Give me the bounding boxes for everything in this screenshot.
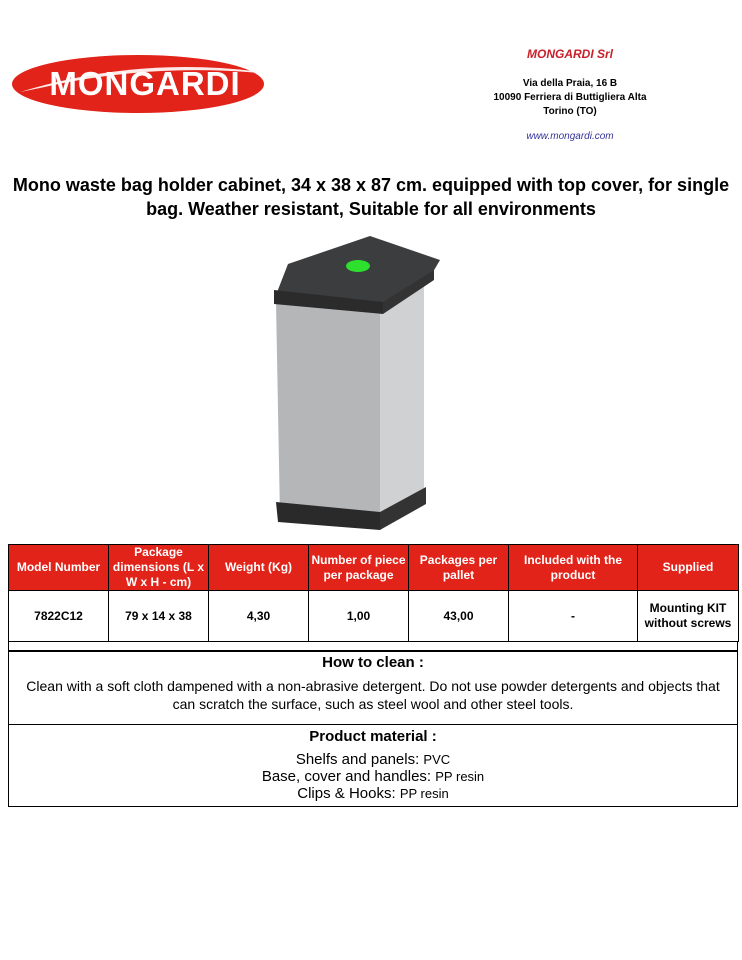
material-label: Base, cover and handles: (261, 768, 432, 785)
cleaning-heading: How to clean : (322, 654, 424, 671)
product-title: Mono waste bag holder cabinet, 34 x 38 x 87 cm. equipped with top cover, for single bag. Weather resistant, Suitable for all environments (12, 175, 730, 219)
header-package-dimensions: Package dimensions (L x W x H - cm) (109, 545, 209, 591)
header-weight: Weight (Kg) (209, 545, 309, 591)
material-item (9, 785, 737, 802)
address-line: 10090 Ferriera di Buttigliera Alta (493, 92, 647, 103)
header-model-number: Model Number (9, 545, 109, 591)
cell-package-dimensions: 79 x 14 x 38 (109, 591, 209, 642)
cell-weight: 4,30 (209, 591, 309, 642)
company-name: MONGARDI Srl (526, 47, 613, 61)
company-address (470, 77, 670, 119)
cell-model-number: 7822C12 (9, 591, 109, 642)
material-item (9, 768, 737, 785)
material-value: PP resin (435, 769, 485, 784)
material-value: PP resin (399, 786, 449, 801)
cell-supplied: Mounting KIT without screws (638, 591, 739, 642)
material-heading: Product material : (309, 728, 437, 745)
header-supplied: Supplied (638, 545, 739, 591)
table-row (9, 591, 739, 642)
cleaning-text: Clean with a soft cloth dampened with a non-abrasive detergent. Do not use powder detergents and objects that can scratch the surface, such as steel wool and other steel tools. (26, 678, 720, 712)
material-label: Clips & Hooks: (297, 785, 396, 802)
material-section (8, 724, 738, 807)
cell-packages-per-pallet: 43,00 (409, 591, 509, 642)
material-value: PVC (423, 752, 451, 767)
cell-included: - (509, 591, 638, 642)
spacer-row (8, 641, 738, 651)
product-image (268, 232, 448, 532)
header-included: Included with the product (509, 545, 638, 591)
table-header-row (9, 545, 739, 591)
header-packages-per-pallet: Packages per pallet (409, 545, 509, 591)
product-spec-table (8, 544, 739, 642)
address-line: Via della Praia, 16 B (522, 78, 618, 89)
address-line: Torino (TO) (543, 106, 597, 117)
material-label: Shelfs and panels: (295, 751, 420, 768)
cleaning-section (8, 651, 738, 725)
material-item (9, 751, 737, 768)
header-pieces-per-package: Number of piece per package (309, 545, 409, 591)
svg-text:MONGARDI: MONGARDI (49, 65, 241, 102)
cell-pieces-per-package: 1,00 (309, 591, 409, 642)
mongardi-logo (10, 52, 290, 114)
website-link[interactable]: www.mongardi.com (526, 131, 614, 142)
